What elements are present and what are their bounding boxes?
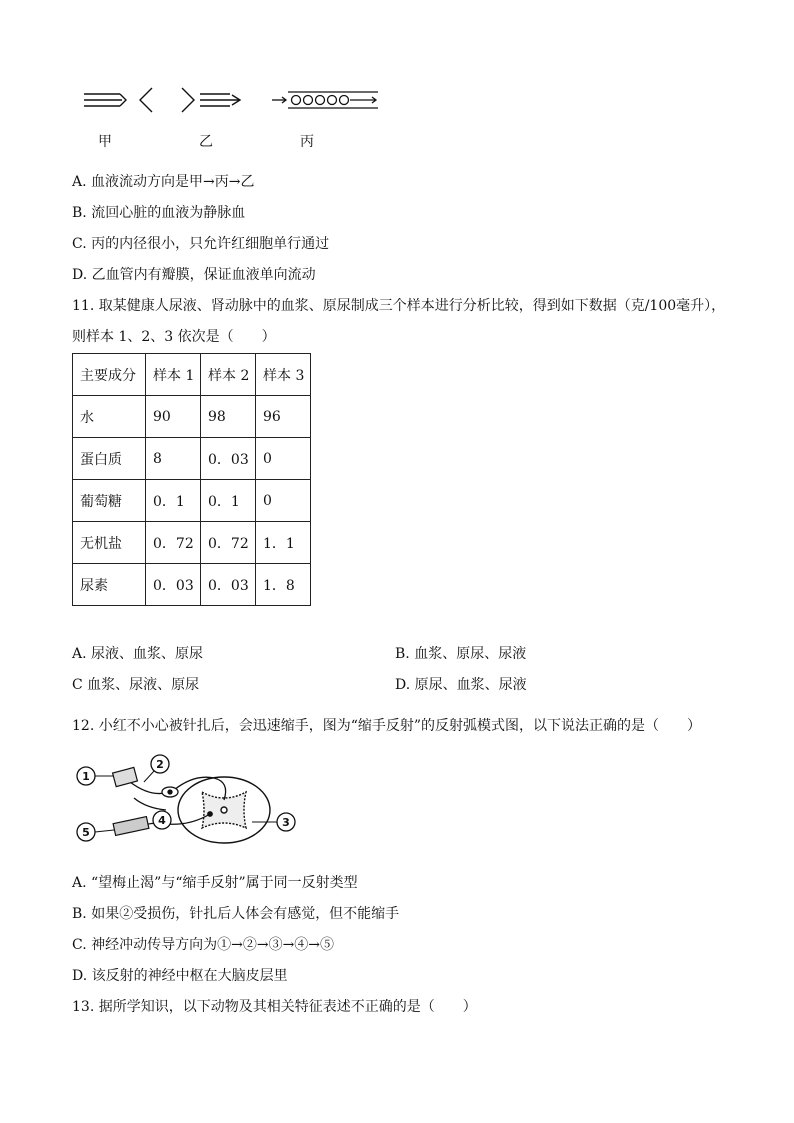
q11-stem-line2: 则样本 1、2、3 依次是（ ） xyxy=(72,329,276,345)
table-header-cell: 样本 3 xyxy=(256,354,311,396)
spinal-cord xyxy=(178,777,270,843)
table-cell: 1．1 xyxy=(256,522,311,564)
table-cell: 无机盐 xyxy=(73,522,146,564)
table-cell: 0．1 xyxy=(201,480,256,522)
marker-4: 4 xyxy=(158,814,166,827)
q11-option-c: C 血浆、尿液、原尿 xyxy=(72,677,200,693)
vessel-jia xyxy=(84,88,152,112)
table-row xyxy=(73,480,311,522)
vessel-yi xyxy=(182,88,240,112)
marker-3: 3 xyxy=(282,816,290,829)
table-header-cell: 主要成分 xyxy=(73,354,146,396)
table-cell: 0．03 xyxy=(201,438,256,480)
table-cell: 水 xyxy=(73,396,146,438)
q11-stem-line1: 11. 取某健康人尿液、肾动脉中的血浆、原尿制成三个样本进行分析比较，得到如下数据（克/100毫升）， xyxy=(72,298,726,314)
table-cell: 96 xyxy=(256,396,311,438)
table-cell: 0．03 xyxy=(146,564,201,606)
q11-option-b: B. 血浆、原尿、尿液 xyxy=(395,646,527,662)
vessel-figure xyxy=(80,82,390,118)
label-jia: 甲 xyxy=(98,134,112,150)
table-cell: 0 xyxy=(256,480,311,522)
effector xyxy=(113,817,149,836)
table-cell: 90 xyxy=(146,396,201,438)
table-cell: 0．72 xyxy=(146,522,201,564)
table-header-row xyxy=(73,354,311,396)
reflex-arc-diagram xyxy=(74,752,304,852)
label-yi: 乙 xyxy=(199,134,213,150)
table-cell: 0．72 xyxy=(201,522,256,564)
table-cell: 98 xyxy=(201,396,256,438)
table-row xyxy=(73,396,311,438)
q10-option-c: C. 丙的内径很小，只允许红细胞单行通过 xyxy=(72,236,330,252)
table-cell: 0．03 xyxy=(201,564,256,606)
q10-option-a: A. 血液流动方向是甲→丙→乙 xyxy=(72,174,255,190)
marker-2: 2 xyxy=(156,758,164,771)
table-cell: 1．8 xyxy=(256,564,311,606)
q10-option-b: B. 流回心脏的血液为静脉血 xyxy=(72,205,246,221)
q11-data-table xyxy=(72,353,311,606)
q12-stem: 12. 小红不小心被针扎后，会迅速缩手，图为“缩手反射”的反射弧模式图，以下说法正确的是（ ） xyxy=(72,718,702,734)
receptor xyxy=(113,767,138,786)
q10-option-d: D. 乙血管内有瓣膜，保证血液单向流动 xyxy=(72,267,316,283)
q11-option-a: A. 尿液、血浆、原尿 xyxy=(72,646,204,662)
label-bing: 丙 xyxy=(300,134,314,150)
table-header-cell: 样本 1 xyxy=(146,354,201,396)
marker-5: 5 xyxy=(82,826,90,839)
table-row xyxy=(73,438,311,480)
table-cell: 0．1 xyxy=(146,480,201,522)
table-cell: 葡萄糖 xyxy=(73,480,146,522)
q13-stem: 13. 据所学知识，以下动物及其相关特征表述不正确的是（ ） xyxy=(72,999,477,1015)
q12-option-b: B. 如果②受损伤，针扎后人体会有感觉，但不能缩手 xyxy=(72,906,400,922)
q11-option-d: D. 原尿、血浆、尿液 xyxy=(395,677,527,693)
marker-1: 1 xyxy=(82,770,90,783)
vessel-bing xyxy=(272,92,378,108)
table-row xyxy=(73,564,311,606)
table-cell: 8 xyxy=(146,438,201,480)
table-cell: 蛋白质 xyxy=(73,438,146,480)
table-row xyxy=(73,522,311,564)
q12-option-a: A. “望梅止渴”与“缩手反射”属于同一反射类型 xyxy=(72,875,358,891)
q12-option-c: C. 神经冲动传导方向为①→②→③→④→⑤ xyxy=(72,937,335,953)
table-cell: 0 xyxy=(256,438,311,480)
table-header-cell: 样本 2 xyxy=(201,354,256,396)
table-cell: 尿素 xyxy=(73,564,146,606)
q12-option-d: D. 该反射的神经中枢在大脑皮层里 xyxy=(72,968,288,984)
